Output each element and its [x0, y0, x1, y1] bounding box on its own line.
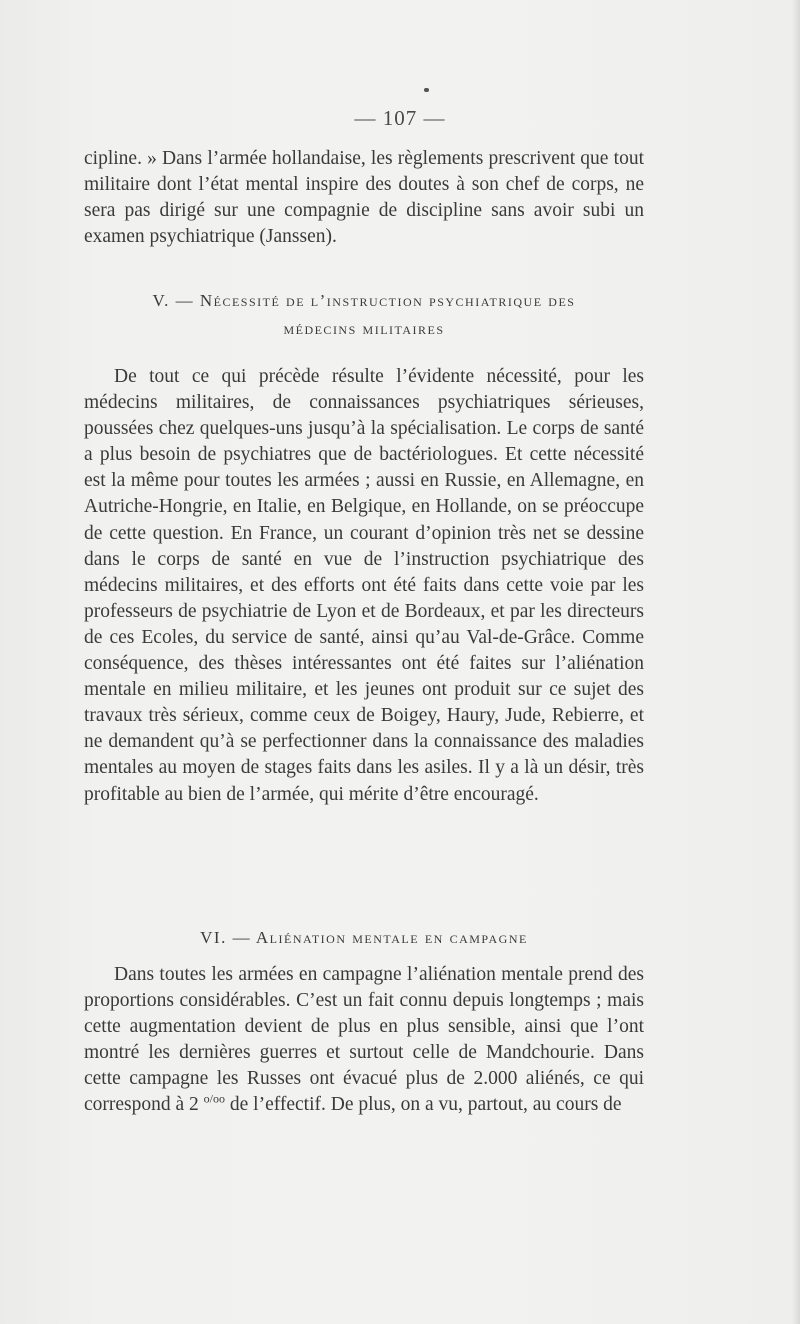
paragraph-text: De tout ce qui précède résulte l’évidente nécessité, pour les médecins militaires, de connaissances psychiatriques sérieuses, poussées chez quelques-uns jusqu’à la spécialisation. Le corps de santé a plus besoin de psychiatres que de bactériologues. Et cette nécessité est la même pour toutes les armées ; aussi en Russie, en Allemagne, en Autriche-Hongrie, en Italie, en Belgique, en Hollande, on se préoccupe de cette question. En France, un courant d’opinion très net se dessine dans le corps de santé en vue de l’instruction psychiatrique des médecins militaires, et des efforts ont été faits dans cette voie par les professeurs de psychiatrie de Lyon et de Bordeaux, et par les directeurs de ces Ecoles, du service de santé, ainsi qu’au Val-de-Grâce. Comme conséquence, des thèses intéressantes ont été faites sur l’aliénation mentale en milieu militaire, et les jeunes ont produit sur ce sujet des travaux très sérieux, comme ceux de Boigey, Haury, Jude, Rebierre, et ne demandent qu’à se perfectionner dans la connaissance des maladies mentales au moyen de stages faits dans les asiles. Il y a là un désir, très profitable au bien de l’armée, qui mérite d’être encouragé. [84, 366, 644, 805]
paragraph-text-part2: de l’effectif. De plus, on a vu, partout, au cours de [225, 1094, 622, 1116]
permille-sign: o/oo [203, 1091, 226, 1106]
page-edge-shadow [792, 0, 800, 1324]
page-number: — 107 — [354, 106, 446, 130]
paragraph-discipline [84, 146, 644, 250]
section-heading-v [84, 288, 644, 342]
paragraph-text: cipline. » Dans l’armée hollandaise, les règlements prescrivent que tout militaire dont l’état mental inspire des doutes à son chef de corps, ne sera pas dirigé sur une compagnie de discipline sans avoir subi un examen psychiatrique (Janssen). [84, 148, 644, 248]
paragraph-necessity [84, 364, 644, 808]
section-heading-v-line1: V. — Nécessité de l’instruction psychiatrique des [152, 291, 576, 310]
paragraph-campaign [84, 962, 644, 1119]
section-heading-v-line2: médecins militaires [283, 319, 445, 338]
ink-speck [424, 88, 429, 92]
paragraph-text [84, 962, 644, 1119]
section-heading-vi: VI. — Aliénation mentale en campagne [200, 928, 528, 947]
paragraph-text-part1: Dans toutes les armées en campagne l’aliénation mentale prend des proportions considérables. C’est un fait connu depuis longtemps ; mais cette augmentation devient de plus en plus sensible, ainsi que l’ont montré les dernières guerres et surtout celle de Mandchourie. Dans cette campagne les Russes ont évacué plus de 2.000 aliénés, ce qui correspond à 2 [84, 964, 644, 1116]
